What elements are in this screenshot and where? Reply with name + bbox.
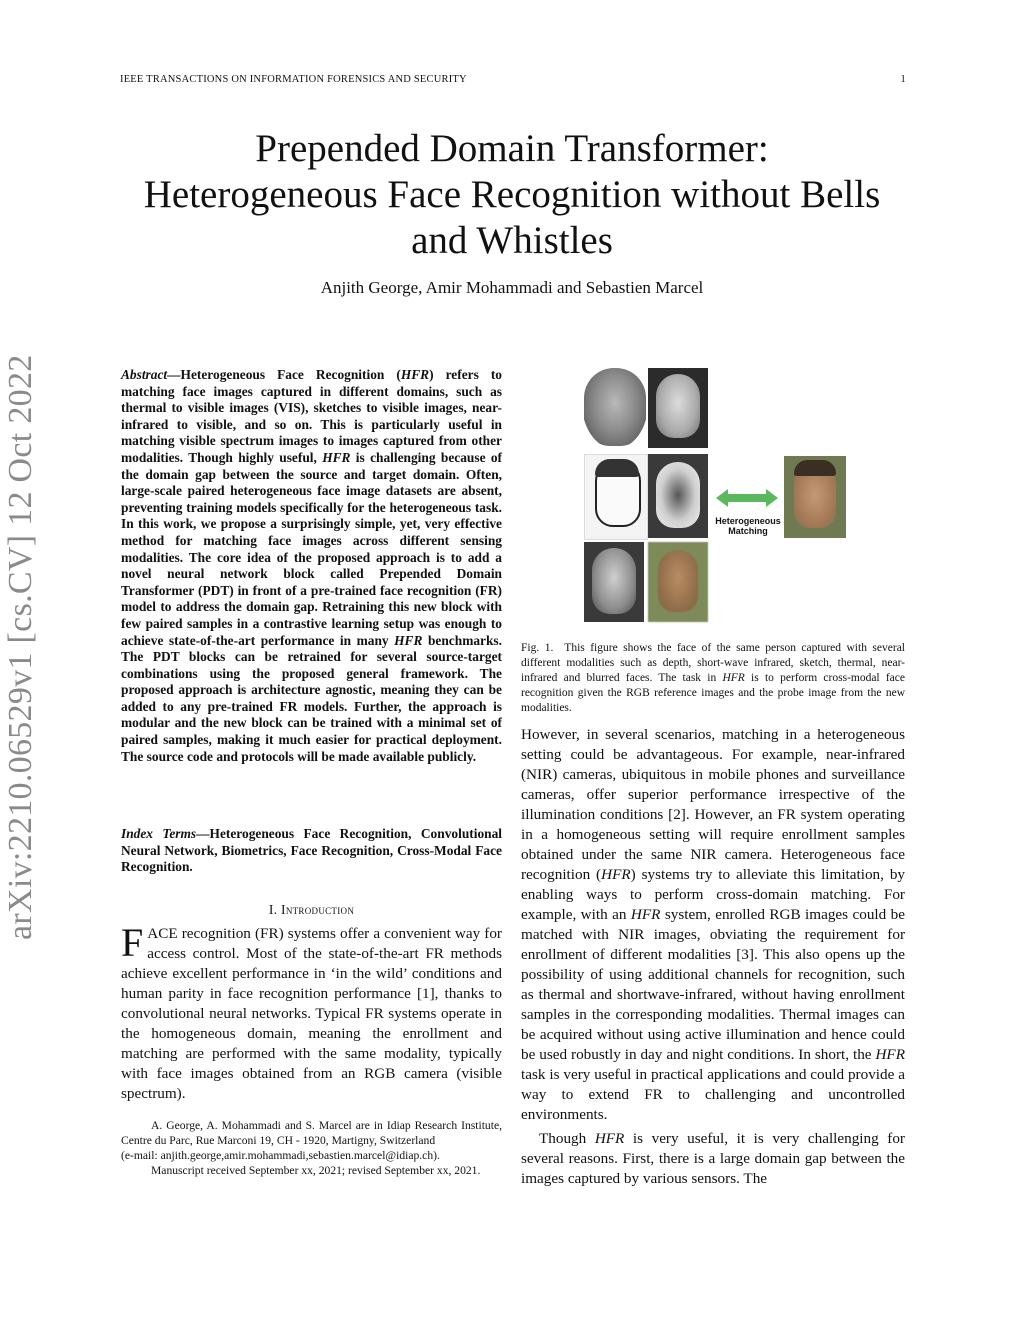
arxiv-stamp: arXiv:2210.06529v1 [cs.CV] 12 Oct 2022	[2, 354, 39, 940]
body-text: system, enrolled RGB images could be matched with NIR images, obviating the requirement for enrollment of different modalities [3]. This also opens up the possibility of using additional channels for recognition, such as thermal and shortwave-infrared, without having enrollment samples in the corresponding modalities. Thermal images can be acquired without using active illumination and hence could be used robustly in day and night conditions. In short, the	[521, 906, 906, 1063]
index-terms	[121, 826, 502, 876]
nir-face-image	[584, 542, 644, 622]
abstract-text: ) refers to matching face images captured in different domains, such as thermal to visible images (VIS), sketches to visible images, near-infrared to visible, and so on. This is particularly useful in matching visible spectrum images to images captured from other modalities. Though highly useful,	[121, 367, 502, 465]
abstract-label: Abstract	[121, 367, 168, 382]
body-text: is very useful, it is very challenging for several reasons. First, there is a large domain gap between the images captured by various sensors. The	[521, 1130, 905, 1187]
index-terms-text: —Heterogeneous Face Recognition, Convolutional Neural Network, Biometrics, Face Recognition, Cross-Modal Face Recognition.	[121, 826, 502, 875]
figure-1	[580, 366, 910, 628]
caption-text: This figure shows the face of the same person captured with several different modalities such as depth, short-wave infrared, sketch, thermal, near-infrared and blurred faces. The task in	[521, 642, 905, 684]
abstract-text: —Heterogeneous Face Recognition (	[167, 367, 401, 382]
footnote-affiliation: A. George, A. Mohammadi and S. Marcel are in Idiap Research Institute, Centre du Parc, Rue Marconi 19, CH - 1920, Martigny, Switzerland	[121, 1119, 502, 1147]
journal-name: IEEE TRANSACTIONS ON INFORMATION FORENSICS AND SECURITY	[120, 74, 467, 85]
abstract-text: benchmarks. The PDT blocks can be retrained for several source-target combinations using the proposed general framework. The proposed approach is architecture agnostic, meaning they can be added to any pre-trained FR models. Further, the approach is modular and the new block can be trained with a minimal set of paired samples, making it much easier for practical deployment. The source code and protocols will be made available publicly.	[121, 632, 502, 764]
author-list: Anjith George, Amir Mohammadi and Sebastien Marcel	[320, 278, 704, 297]
running-header	[120, 74, 906, 85]
section-title: Introduction	[281, 902, 355, 917]
arrow-label-line-1: Heterogeneous	[715, 516, 781, 526]
title-line-1: Prepended Domain Transformer:	[255, 127, 769, 170]
footnote	[121, 1118, 502, 1178]
body-hfr: HFR	[594, 1130, 625, 1147]
footnote-manuscript: Manuscript received September xx, 2021; revised September xx, 2021.	[151, 1164, 481, 1177]
index-terms-label: Index Terms	[121, 826, 197, 841]
caption-text: is to perform cross-modal face recognition given the RGB reference images and the probe image from the new modalities.	[521, 672, 905, 714]
blurred-face-tone	[658, 550, 698, 612]
rgb-reference-face-image	[784, 456, 846, 538]
abstract-hfr: HFR	[400, 367, 430, 382]
sketch-face-image	[584, 454, 648, 540]
paragraph	[521, 725, 905, 1125]
figure-caption	[521, 641, 905, 716]
caption-prefix: Fig. 1.	[521, 642, 554, 654]
double-arrow-icon	[716, 488, 778, 508]
intro-text: recognition (FR) systems offer a convenient way for access control. Most of the state-of-the-art FR methods achieve excellent performance in ‘in the wild’ conditions and human parity in face recognition performance [1], thanks to convolutional neural networks. Typical FR systems operate in the homogeneous domain, meaning the enrollment and matching are performed with the same modality, typically with face images obtained from an RGB camera (visible spectrum).	[121, 925, 502, 1102]
body-hfr: HFR	[875, 1046, 905, 1063]
section-heading	[121, 902, 502, 918]
body-text: Though	[539, 1130, 595, 1147]
abstract-hfr: HFR	[322, 449, 351, 465]
title-line-2: Heterogeneous Face Recognition without Bells	[143, 173, 881, 216]
footnote-email: (e-mail: anjith.george,amir.mohammadi,sebastien.marcel@idiap.ch).	[121, 1149, 440, 1162]
right-column-body	[521, 725, 905, 1189]
arrow-label-line-2: Matching	[728, 526, 768, 536]
intro-lead: ACE	[147, 925, 178, 942]
body-text: task is very useful in practical applications and could provide a way to extend FR to challenging and uncontrolled environments.	[521, 1066, 905, 1123]
arrow-label	[708, 516, 788, 536]
blurred-face-image	[648, 542, 708, 622]
abstract-hfr: HFR	[394, 632, 423, 648]
drop-cap: F	[121, 920, 144, 965]
paper-title	[100, 126, 924, 264]
caption-hfr: HFR	[722, 672, 745, 684]
section-number: I.	[268, 902, 278, 917]
body-text: However, in several scenarios, matching in a heterogeneous setting could be advantageous. For example, near-infrared (NIR) cameras, ubiquitous in mobile phones and surveillance cameras, offer superior performance irrespective of the illumination conditions [2]. However, an FR system operating in a homogeneous setting will require enrollment samples obtained under the same NIR camera. Heterogeneous face recognition (	[521, 726, 905, 883]
page-number: 1	[900, 74, 906, 85]
thermal-face-image	[648, 454, 708, 538]
swir-face-image	[648, 368, 708, 448]
paragraph	[521, 1129, 905, 1189]
depth-face-image	[584, 368, 646, 446]
title-line-3: and Whistles	[411, 219, 613, 262]
body-hfr: HFR	[601, 866, 631, 883]
abstract-text: is challenging because of the domain gap between the source and target domain. Often, large-scale paired heterogeneous face image datasets are absent, preventing training models specifically for the heterogeneous task. In this work, we propose a surprisingly simple, yet, very effective method for matching face images across different sensing modalities. The core idea of the proposed approach is to add a novel neural network block called Prepended Domain Transformer (PDT) in front of a pre-trained face recognition (FR) model to address the domain gap. Retraining this new block with few paired samples in a contrastive learning setup was enough to achieve state-of-the-art performance in many	[121, 449, 502, 648]
body-hfr: HFR	[630, 906, 661, 923]
intro-paragraph	[121, 920, 502, 1104]
abstract	[121, 367, 502, 765]
body-text: ) systems try to alleviate this limitation, by enabling ways to perform cross-domain matching. For example, with an	[521, 866, 906, 923]
